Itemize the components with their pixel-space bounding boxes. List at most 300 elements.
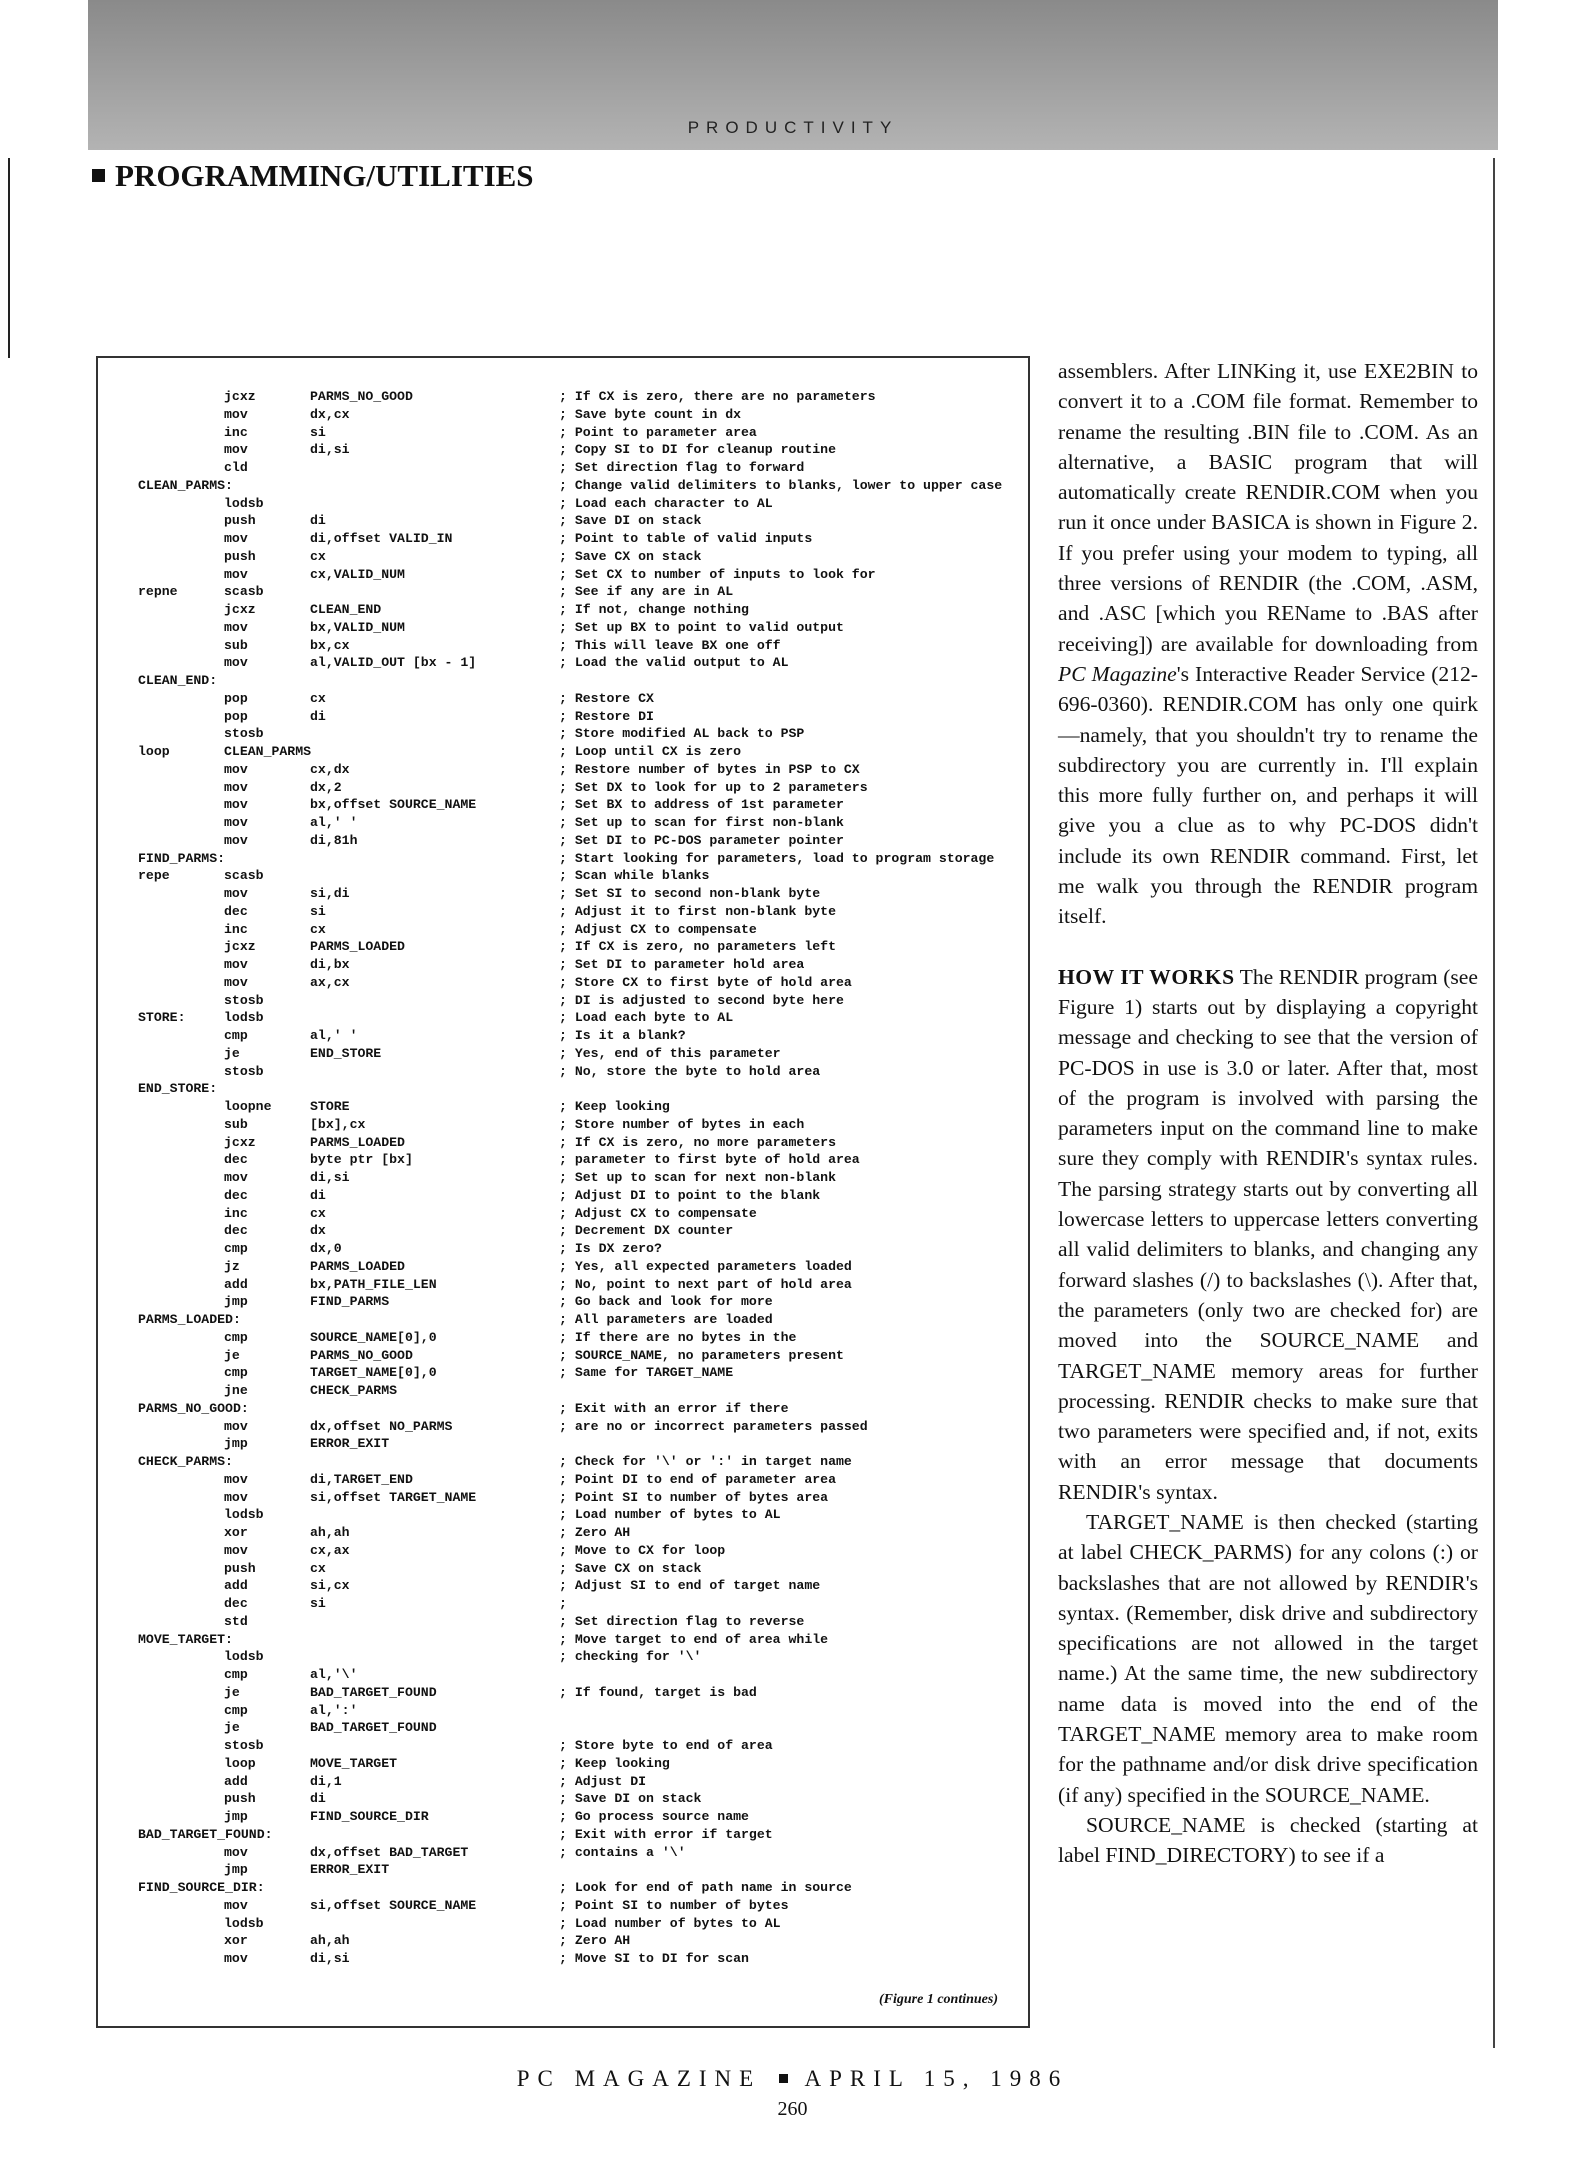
code-opcode: mov (224, 1844, 248, 1860)
code-line (138, 1169, 1018, 1187)
code-line (138, 1595, 1018, 1613)
code-operand: si (310, 424, 326, 440)
code-operand: dx,offset NO_PARMS (310, 1418, 453, 1434)
code-operand: dx,offset BAD_TARGET (310, 1844, 469, 1860)
code-label: repe (138, 868, 170, 884)
code-comment: ; Move SI to DI for scan (559, 1951, 749, 1966)
code-opcode: push (224, 1791, 256, 1807)
code-comment: ; Restore CX (559, 690, 654, 706)
code-line (138, 921, 1018, 939)
code-line (138, 1666, 1018, 1684)
code-line (138, 779, 1018, 797)
code-comment: ; Go process source name (559, 1809, 749, 1824)
code-operand: si,cx (310, 1578, 350, 1594)
code-operand: [bx],cx (310, 1116, 366, 1132)
code-line (138, 1187, 1018, 1205)
publication-name: PC Magazine (1058, 661, 1177, 686)
code-operand: TARGET_NAME[0],0 (310, 1365, 437, 1381)
code-operand: PARMS_NO_GOOD (310, 1347, 413, 1363)
code-label: PARMS_NO_GOOD: (138, 1400, 249, 1416)
bullet-square-icon (779, 2074, 788, 2083)
code-opcode: pop (224, 690, 248, 706)
code-line (138, 1418, 1018, 1436)
code-line (138, 1613, 1018, 1631)
code-comment: ; Point to parameter area (559, 424, 757, 440)
code-comment: ; Set up BX to point to valid output (559, 619, 844, 635)
code-comment: ; Set DI to PC-DOS parameter pointer (559, 832, 844, 848)
code-label: FIND_SOURCE_DIR: (138, 1880, 265, 1895)
code-line (138, 1027, 1018, 1045)
code-comment: ; Scan while blanks (559, 868, 710, 884)
code-operand: si,offset TARGET_NAME (310, 1489, 477, 1505)
code-line (138, 974, 1018, 992)
code-line (138, 885, 1018, 903)
code-line (138, 1755, 1018, 1773)
code-line (138, 1045, 1018, 1063)
code-opcode: jmp (224, 1862, 248, 1878)
code-line (138, 956, 1018, 974)
code-operand: FIND_PARMS (310, 1294, 390, 1310)
code-opcode: dec (224, 903, 248, 919)
code-comment: ; SOURCE_NAME, no parameters present (559, 1347, 844, 1363)
code-comment: ; Set BX to address of 1st parameter (559, 797, 844, 813)
code-comment: ; No, store the byte to hold area (559, 1063, 821, 1079)
code-label: CHECK_PARMS: (138, 1454, 233, 1469)
code-line (138, 1134, 1018, 1152)
code-listing (138, 388, 1018, 1968)
code-line (138, 1240, 1018, 1258)
code-operand: cx,ax (310, 1542, 350, 1558)
code-comment: ; Yes, end of this parameter (559, 1045, 781, 1061)
code-line (138, 1205, 1018, 1223)
code-opcode: mov (224, 442, 248, 458)
code-line (138, 1542, 1018, 1560)
code-opcode: scasb (224, 584, 264, 600)
code-opcode: mov (224, 406, 248, 422)
column-rule-right (1493, 158, 1495, 2048)
code-opcode: loop (224, 1755, 256, 1771)
code-opcode: mov (224, 1418, 248, 1434)
code-line (138, 938, 1018, 956)
code-opcode: stosb (224, 1063, 264, 1079)
code-comment: ; Adjust DI to point to the blank (559, 1187, 821, 1203)
code-line (138, 1063, 1018, 1081)
code-line (138, 566, 1018, 584)
code-line (138, 1258, 1018, 1276)
issue-date: APRIL 15, 1986 (804, 2066, 1069, 2091)
code-line (138, 388, 1018, 406)
code-line (138, 1808, 1018, 1826)
code-opcode: cmp (224, 1667, 248, 1682)
code-line (138, 992, 1018, 1010)
code-comment: ; If CX is zero, no parameters left (559, 939, 836, 955)
code-line (138, 1879, 1018, 1897)
code-comment: ; Look for end of path name in source (559, 1880, 852, 1895)
code-opcode: cmp (224, 1365, 248, 1381)
code-operand: dx,0 (310, 1241, 342, 1256)
code-opcode: jcxz (224, 389, 256, 404)
code-operand: bx,cx (310, 637, 350, 653)
section-header-band (88, 0, 1498, 150)
code-comment: ; Load each byte to AL (559, 1010, 734, 1026)
code-comment: ; Set up to scan for next non-blank (559, 1170, 836, 1185)
code-opcode: push (224, 513, 256, 529)
code-line (138, 690, 1018, 708)
code-line (138, 1151, 1018, 1169)
code-operand: MOVE_TARGET (310, 1755, 398, 1771)
code-opcode: mov (224, 531, 248, 546)
code-opcode: cmp (224, 1028, 248, 1043)
code-opcode: mov (224, 957, 248, 972)
code-line (138, 1560, 1018, 1578)
code-comment: ; If CX is zero, no more parameters (559, 1134, 836, 1150)
code-opcode: je (224, 1684, 240, 1700)
margin-rule-left (8, 158, 10, 358)
code-opcode: mov (224, 566, 248, 582)
code-comment: ; Set up to scan for first non-blank (559, 815, 844, 830)
code-opcode: CLEAN_PARMS (224, 744, 312, 759)
code-opcode: stosb (224, 992, 264, 1008)
article-paragraph: HOW IT WORKS The RENDIR program (see Figure 1) starts out by displaying a copyright message and checking to see that the version of PC-DOS in use is 3.0 or later. After that, most of the program is involved with parsing the parameters input on the command line to make sure they comply with RENDIR's syntax rules. The parsing strategy starts out by converting all lowercase letters to uppercase letters converting all valid delimiters to blanks, and changing any forward slashes (/) to backslashes (\). After that, the parameters (only two are checked for) are moved into the SOURCE_NAME and TARGET_NAME memory areas for further processing. RENDIR checks to make sure that two parameters were specified and, if not, exits with an error message that documents RENDIR's syntax. (1058, 964, 1478, 1504)
code-opcode: mov (224, 1951, 248, 1966)
code-line (138, 530, 1018, 548)
section-label: PRODUCTIVITY (687, 118, 899, 137)
code-line (138, 1098, 1018, 1116)
code-comment: ; Save CX on stack (559, 1560, 702, 1576)
code-opcode: scasb (224, 868, 264, 884)
code-opcode: inc (224, 424, 248, 440)
code-comment: ; Set DX to look for up to 2 parameters (559, 779, 868, 795)
code-line (138, 1915, 1018, 1933)
code-operand: FIND_SOURCE_DIR (310, 1809, 429, 1824)
code-comment: ; Point DI to end of parameter area (559, 1471, 836, 1487)
code-operand: si,di (310, 886, 350, 901)
code-operand: byte ptr [bx] (310, 1152, 413, 1168)
code-label: FIND_PARMS: (138, 850, 226, 866)
code-opcode: loopne (224, 1099, 272, 1114)
code-line (138, 1648, 1018, 1666)
code-operand: dx,2 (310, 779, 342, 795)
code-comment: ; This will leave BX one off (559, 637, 781, 653)
code-comment: ; Set direction flag to forward (559, 460, 805, 475)
code-comment: ; checking for '\' (559, 1649, 702, 1665)
code-operand: PARMS_NO_GOOD (310, 389, 413, 404)
section-title-text: PROGRAMMING/UTILITIES (115, 158, 534, 193)
code-label: loop (138, 744, 170, 759)
code-operand: cx (310, 921, 326, 937)
code-operand: dx,cx (310, 406, 350, 422)
section-title (92, 158, 534, 194)
code-comment: ; Set DI to parameter hold area (559, 957, 805, 972)
code-opcode: add (224, 1276, 248, 1292)
code-operand: STORE (310, 1099, 350, 1114)
code-comment: ; Store byte to end of area (559, 1738, 773, 1753)
code-comment: ; Is it a blank? (559, 1028, 686, 1043)
code-line (138, 441, 1018, 459)
code-operand: di,81h (310, 832, 358, 848)
code-line (138, 1311, 1018, 1329)
code-line (138, 406, 1018, 424)
code-line (138, 1080, 1018, 1098)
code-operand: ERROR_EXIT (310, 1862, 390, 1878)
code-line (138, 1932, 1018, 1950)
code-line (138, 1897, 1018, 1915)
code-operand: ax,cx (310, 974, 350, 990)
code-opcode: lodsb (224, 1649, 264, 1665)
article-paragraph: TARGET_NAME is then checked (starting at label CHECK_PARMS) for any colons (:) or backslashes that are not allowed by RENDIR's syntax. (Remember, disk drive and subdirectory specifications are not allowed in the target name.) At the same time, the new subdirectory name data is moved into the end of the TARGET_NAME memory area to make room for the pathname and/or disk drive specification (if any) specified in the SOURCE_NAME. (1058, 1509, 1478, 1807)
code-operand: cx,dx (310, 761, 350, 777)
code-line (138, 725, 1018, 743)
code-opcode: jcxz (224, 939, 256, 955)
code-line (138, 583, 1018, 601)
code-line (138, 512, 1018, 530)
code-operand: al,'\' (310, 1667, 358, 1682)
code-opcode: mov (224, 655, 248, 671)
code-opcode: mov (224, 1489, 248, 1505)
code-opcode: lodsb (224, 1010, 264, 1026)
code-comment: ; Keep looking (559, 1099, 670, 1114)
code-opcode: jcxz (224, 602, 256, 617)
code-comment: ; Save byte count in dx (559, 406, 742, 422)
code-operand: di,offset VALID_IN (310, 531, 453, 546)
code-opcode: jne (224, 1383, 248, 1398)
code-opcode: sub (224, 1116, 248, 1132)
code-comment: ; Save DI on stack (559, 1791, 702, 1807)
code-opcode: mov (224, 815, 248, 830)
code-comment: ; (559, 1596, 567, 1611)
code-line (138, 1719, 1018, 1737)
code-comment: ; Copy SI to DI for cleanup routine (559, 442, 836, 458)
code-comment: ; Same for TARGET_NAME (559, 1365, 734, 1381)
code-operand: di,si (310, 1170, 350, 1185)
code-opcode: mov (224, 761, 248, 777)
code-opcode: cld (224, 460, 248, 475)
code-line (138, 1773, 1018, 1791)
code-line (138, 761, 1018, 779)
code-opcode: dec (224, 1187, 248, 1203)
code-comment: ; If there are no bytes in the (559, 1329, 797, 1345)
code-operand: si (310, 1596, 326, 1611)
code-line (138, 1489, 1018, 1507)
code-opcode: cmp (224, 1241, 248, 1256)
code-comment: ; Load each character to AL (559, 495, 773, 511)
code-opcode: cmp (224, 1329, 248, 1345)
code-operand: cx (310, 690, 326, 706)
code-line (138, 1577, 1018, 1595)
code-comment: ; Set direction flag to reverse (559, 1613, 805, 1629)
code-line (138, 903, 1018, 921)
code-opcode: dec (224, 1596, 248, 1611)
code-label: STORE: (138, 1010, 186, 1026)
code-opcode: mov (224, 974, 248, 990)
code-opcode: mov (224, 1897, 248, 1913)
code-opcode: sub (224, 637, 248, 653)
code-line (138, 867, 1018, 885)
code-comment: ; Point SI to number of bytes area (559, 1489, 829, 1505)
code-operand: al,' ' (310, 815, 358, 830)
code-opcode: mov (224, 1170, 248, 1185)
code-line (138, 1844, 1018, 1862)
code-comment: ; Zero AH (559, 1933, 631, 1949)
code-comment: ; Go back and look for more (559, 1294, 773, 1310)
code-operand: CLEAN_END (310, 602, 382, 617)
code-comment: ; Adjust it to first non-blank byte (559, 903, 836, 919)
code-line (138, 1524, 1018, 1542)
code-line (138, 796, 1018, 814)
code-opcode: inc (224, 921, 248, 937)
code-operand: cx (310, 1560, 326, 1576)
code-line (138, 832, 1018, 850)
code-operand: BAD_TARGET_FOUND (310, 1684, 437, 1700)
code-operand: di,si (310, 442, 350, 458)
page-number: 260 (777, 2098, 808, 2120)
code-operand: CHECK_PARMS (310, 1383, 398, 1398)
code-opcode: je (224, 1347, 240, 1363)
code-operand: bx,VALID_NUM (310, 619, 405, 635)
code-line (138, 1347, 1018, 1365)
code-operand: di (310, 1791, 326, 1807)
code-opcode: jmp (224, 1436, 248, 1452)
code-operand: BAD_TARGET_FOUND (310, 1720, 437, 1736)
article-column (1058, 356, 1478, 1871)
code-line (138, 548, 1018, 566)
code-label: BAD_TARGET_FOUND: (138, 1826, 273, 1842)
code-comment: ; DI is adjusted to second byte here (559, 992, 844, 1008)
code-opcode: lodsb (224, 495, 264, 511)
code-operand: bx,PATH_FILE_LEN (310, 1276, 437, 1292)
code-opcode: mov (224, 1471, 248, 1487)
code-comment: ; Adjust SI to end of target name (559, 1578, 821, 1594)
code-opcode: mov (224, 1542, 248, 1558)
code-opcode: push (224, 1560, 256, 1576)
code-comment: ; Load the valid output to AL (559, 655, 789, 671)
code-comment: ; Loop until CX is zero (559, 744, 742, 759)
code-operand: di (310, 708, 326, 724)
code-operand: di (310, 513, 326, 529)
code-comment: ; Adjust CX to compensate (559, 921, 757, 937)
code-operand: bx,offset SOURCE_NAME (310, 797, 477, 813)
code-operand: al,VALID_OUT [bx - 1] (310, 655, 477, 671)
code-line (138, 1382, 1018, 1400)
code-comment: ; Store number of bytes in each (559, 1116, 805, 1132)
code-comment: ; Restore DI (559, 708, 654, 724)
code-opcode: jmp (224, 1294, 248, 1310)
code-line (138, 1116, 1018, 1134)
code-line (138, 654, 1018, 672)
code-line (138, 459, 1018, 477)
code-line (138, 1790, 1018, 1808)
code-comment: ; Keep looking (559, 1755, 670, 1771)
subhead: HOW IT WORKS (1058, 964, 1235, 989)
code-opcode: add (224, 1578, 248, 1594)
code-line (138, 1293, 1018, 1311)
code-line (138, 1329, 1018, 1347)
code-label: CLEAN_PARMS: (138, 477, 233, 493)
code-line (138, 1631, 1018, 1649)
code-line (138, 1950, 1018, 1968)
code-operand: PARMS_LOADED (310, 1258, 405, 1274)
code-comment: ; are no or incorrect parameters passed (559, 1418, 868, 1434)
code-opcode: je (224, 1720, 240, 1736)
code-line (138, 637, 1018, 655)
code-operand: END_STORE (310, 1045, 382, 1061)
code-label: CLEAN_END: (138, 673, 218, 688)
code-line (138, 1471, 1018, 1489)
code-opcode: xor (224, 1525, 248, 1540)
code-operand: PARMS_LOADED (310, 1134, 405, 1150)
figure-caption: (Figure 1 continues) (878, 1992, 998, 2007)
code-comment: ; Restore number of bytes in PSP to CX (559, 761, 860, 777)
magazine-name: PC MAGAZINE (516, 2066, 762, 2091)
code-opcode: lodsb (224, 1915, 264, 1931)
code-line (138, 743, 1018, 761)
page-footer (0, 2066, 1585, 2092)
code-comment: ; Point SI to number of bytes (559, 1897, 789, 1913)
code-comment: ; Load number of bytes to AL (559, 1507, 781, 1523)
code-operand: PARMS_LOADED (310, 939, 405, 955)
article-paragraph: SOURCE_NAME is checked (starting at label FIND_DIRECTORY) to see if a (1058, 1812, 1478, 1868)
code-line (138, 424, 1018, 442)
code-comment: ; parameter to first byte of hold area (559, 1152, 860, 1168)
code-comment: ; All parameters are loaded (559, 1312, 773, 1327)
code-line (138, 1826, 1018, 1844)
code-line (138, 1400, 1018, 1418)
code-opcode: std (224, 1613, 248, 1629)
code-opcode: cmp (224, 1702, 248, 1718)
code-comment: ; Yes, all expected parameters loaded (559, 1258, 852, 1274)
code-comment: ; contains a '\' (559, 1844, 686, 1860)
code-line (138, 1009, 1018, 1027)
code-comment: ; Zero AH (559, 1525, 631, 1540)
code-line (138, 1364, 1018, 1382)
code-opcode: je (224, 1045, 240, 1061)
code-comment: ; Exit with an error if there (559, 1400, 789, 1416)
code-operand: ah,ah (310, 1525, 350, 1540)
code-comment: ; No, point to next part of hold area (559, 1276, 852, 1292)
code-line (138, 708, 1018, 726)
code-line (138, 1861, 1018, 1879)
code-comment: ; Load number of bytes to AL (559, 1915, 781, 1931)
code-line (138, 1222, 1018, 1240)
code-opcode: mov (224, 886, 248, 901)
code-operand: al,':' (310, 1702, 358, 1718)
code-line (138, 850, 1018, 868)
code-comment: ; If found, target is bad (559, 1684, 757, 1700)
code-comment: ; See if any are in AL (559, 584, 734, 600)
code-comment: ; Store CX to first byte of hold area (559, 974, 852, 990)
code-line (138, 619, 1018, 637)
code-comment: ; Exit with error if target (559, 1826, 773, 1842)
code-operand: di,si (310, 1951, 350, 1966)
code-opcode: pop (224, 708, 248, 724)
code-comment: ; Check for '\' or ':' in target name (559, 1454, 852, 1469)
code-opcode: mov (224, 832, 248, 848)
code-comment: ; If CX is zero, there are no parameters (559, 389, 876, 404)
code-label: PARMS_LOADED: (138, 1312, 241, 1327)
code-comment: ; Set CX to number of inputs to look for (559, 566, 876, 582)
code-label: repne (138, 584, 178, 600)
code-operand: si (310, 903, 326, 919)
code-comment: ; Save CX on stack (559, 548, 702, 564)
code-operand: di (310, 1187, 326, 1203)
article-paragraph: assemblers. After LINKing it, use EXE2BIN to convert it to a .COM file format. Remember to rename the resulting .BIN file to .COM. As an alternative, a BASIC program that will automatically create RENDIR.COM when you run it once under BASICA is shown in Figure 2. If you prefer using your modem to typing, all three versions of RENDIR (the .COM, .ASM, and .ASC [which you REName to .BAS after receiving]) are available for downloading from PC Magazine's Interactive Reader Service (212-696-0360). RENDIR.COM has only one quirk—namely, that you shouldn't try to rename the subdirectory you are currently in. I'll explain this more fully further on, and perhaps it will give you a clue as to why PC-DOS didn't include its own RENDIR command. First, let me walk you through the RENDIR program itself. (1058, 359, 1478, 929)
code-line (138, 672, 1018, 690)
code-line (138, 1276, 1018, 1294)
code-opcode: xor (224, 1933, 248, 1949)
code-line (138, 1684, 1018, 1702)
code-operand: si,offset SOURCE_NAME (310, 1897, 477, 1913)
code-line (138, 1702, 1018, 1720)
